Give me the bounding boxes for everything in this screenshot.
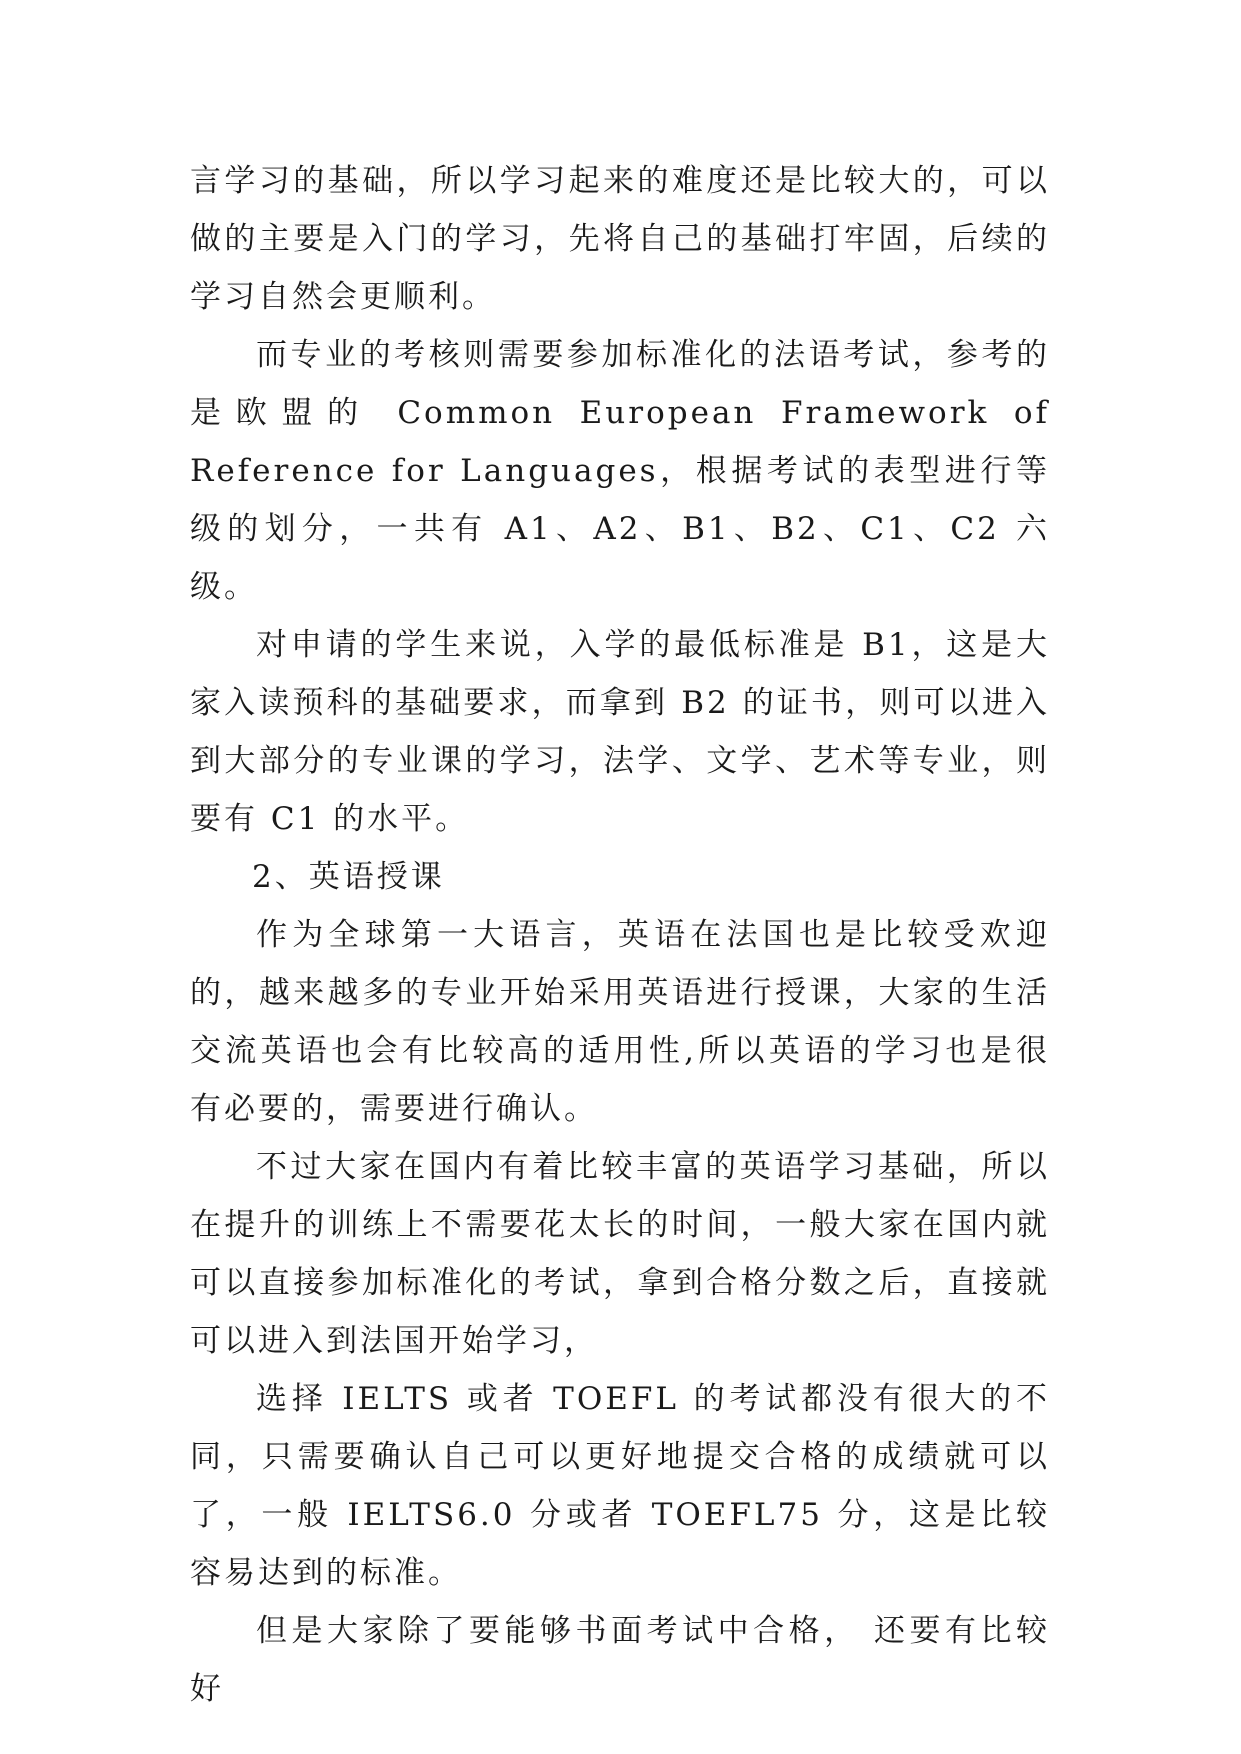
paragraph-english-popularity: 作为全球第一大语言，英语在法国也是比较受欢迎的，越来越多的专业开始采用英语进行授课，大家的生活交流英语也会有比较高的适用性,所以英语的学习也是很有必要的，需要进行确认。 [190,917,1050,1127]
paragraph-ielts-toefl: 选择 IELTS 或者 TOEFL 的考试都没有很大的不同，只需要确认自己可以更好地提交合格的成绩就可以了，一般 IELTS6.0 分或者 TOEFL75 分，这是比较容易达到的标准。 [190,1381,1050,1591]
paragraph-continuation: 言学习的基础，所以学习起来的难度还是比较大的，可以做的主要是入门的学习，先将自己的基础打牢固，后续的学习自然会更顺利。 [190,163,1050,315]
paragraph-english-foundation: 不过大家在国内有着比较丰富的英语学习基础，所以在提升的训练上不需要花太长的时间，一般大家在国内就可以直接参加标准化的考试，拿到合格分数之后，直接就可以进入到法国开始学习， [190,1149,1050,1359]
document-body [190,152,1050,1718]
paragraph-french-exam: 而专业的考核则需要参加标准化的法语考试，参考的是欧盟的 Common European Framework of Reference for Languages，根据考试的表型进行等级的划分，一共有 A1、A2、B1、B2、C1、C2 六级。 [190,337,1050,605]
paragraph-written-exam: 但是大家除了要能够书面考试中合格， 还要有比较好 [190,1613,1050,1707]
section-heading-english-teaching: 2、英语授课 [252,859,445,895]
paragraph-admission-level: 对申请的学生来说，入学的最低标准是 B1，这是大家入读预科的基础要求，而拿到 B2 的证书，则可以进入到大部分的专业课的学习，法学、文学、艺术等专业，则要有 C1 的水平。 [190,627,1050,837]
